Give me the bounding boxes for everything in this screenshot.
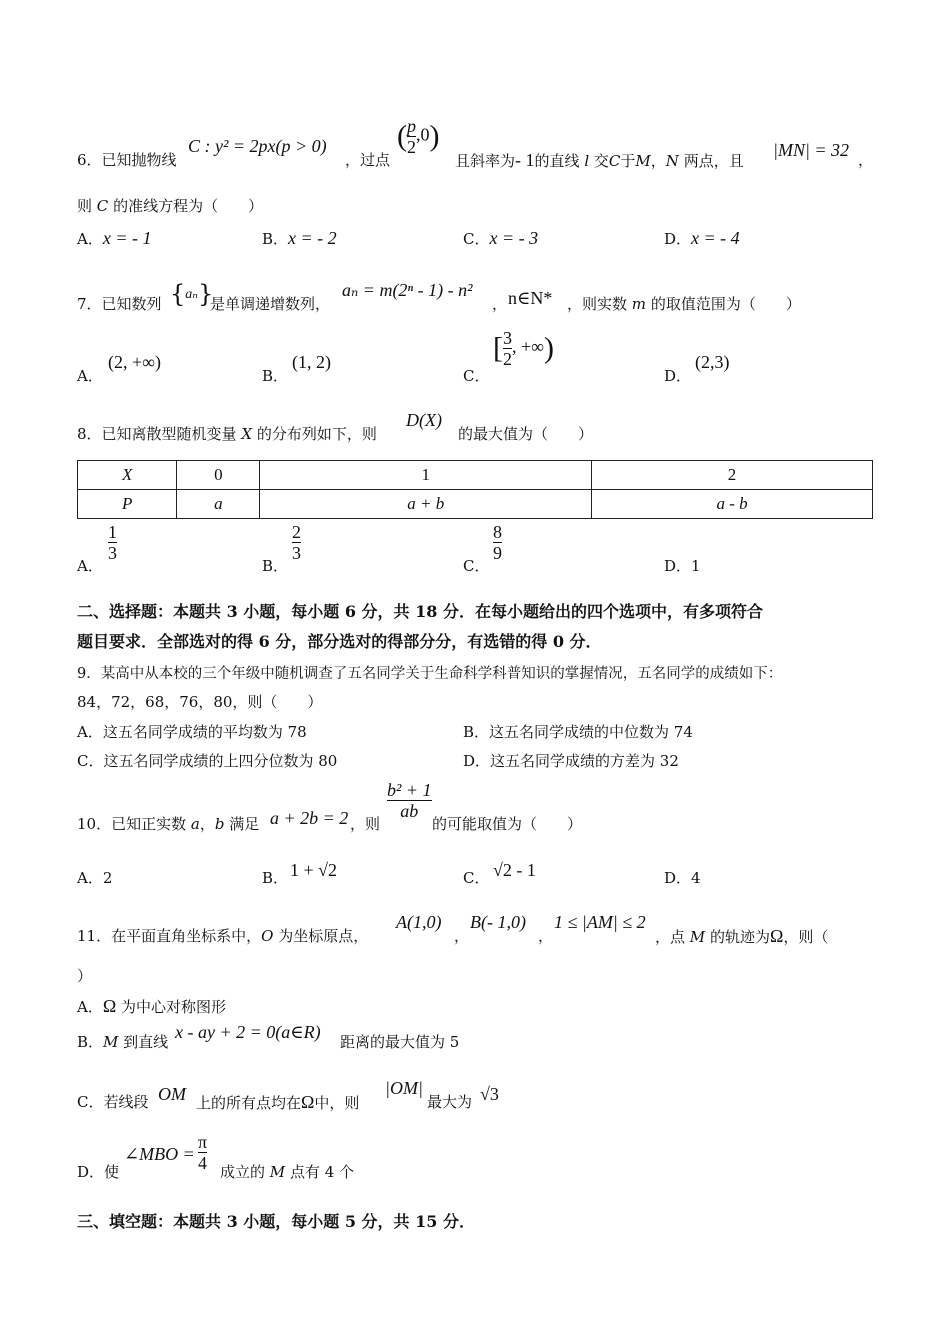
q7-formula: aₙ = m(2ⁿ - 1) - n²: [342, 280, 473, 300]
section2-heading-line1: 二、选择题：本题共 3 小题，每小题 6 分，共 18 分．在每小题给出的四个选项中，有多项符合: [77, 602, 763, 621]
q10-option-c-label: C．: [463, 869, 490, 887]
q10-text-then: ，则: [350, 815, 381, 833]
q6-text-past: ，过点: [345, 151, 391, 169]
q7-seq: {aₙ}: [170, 280, 214, 308]
q6-option-c: C．x = - 3: [463, 228, 539, 248]
q8-option-b: $\frac{2}{3}$: [292, 522, 301, 563]
q11-close-paren: ）: [77, 967, 93, 985]
q6-option-d: D．x = - 4: [664, 228, 740, 248]
q7-option-b: (1, 2): [292, 352, 331, 372]
q11-option-c-max: 最大为: [427, 1093, 473, 1111]
q8-option-d: D．1: [664, 557, 701, 575]
q6-option-a: A．x = - 1: [77, 228, 152, 248]
q7-option-c-label: C．: [463, 367, 490, 385]
q11-option-d-text: 成立的 M 点有 4 个: [220, 1163, 355, 1181]
q11-option-b: B．M 到直线: [77, 1033, 169, 1051]
q11-point-b: B(- 1,0): [470, 912, 526, 932]
q6-line1: [77, 150, 177, 170]
q8-option-c: $\frac{8}{9}$: [493, 522, 502, 563]
q7-comma: ，: [492, 295, 508, 313]
q10-option-c: √2 - 1: [493, 860, 536, 880]
q8-option-b-label: B．: [262, 557, 289, 575]
q7-option-c: [ $\frac{3}{2}$ , +∞): [493, 328, 554, 369]
q7-line1: 7．已知数列: [77, 295, 162, 313]
q6-option-b: B．x = - 2: [262, 228, 337, 248]
q11-option-c-text: 上的所有点均在Ω中，则: [196, 1092, 360, 1112]
q7-option-d-label: D．: [664, 367, 692, 385]
q11-inequality: 1 ≤ |AM| ≤ 2: [554, 912, 646, 932]
q11-option-b-text: 距离的最大值为 5: [340, 1033, 460, 1051]
table-cell: 2: [592, 461, 873, 490]
table-cell: a: [177, 490, 260, 519]
q9-option-a: A．这五名同学成绩的平均数为 78: [77, 723, 307, 741]
q9-line1: 9．某高中从本校的三个年级中随机调查了五名同学关于生命科学科普知识的掌握情况，五名同学的成绩如下：: [77, 666, 783, 682]
q10-option-b: 1 + √2: [290, 860, 338, 880]
distribution-table: [77, 460, 873, 519]
q11-option-c-om: OM: [158, 1084, 186, 1104]
q11-comma1: ，: [454, 927, 470, 945]
q10-option-a: A．2: [77, 869, 113, 887]
q11-option-a: A．Ω 为中心对称图形: [77, 996, 227, 1016]
q11-option-c: C．若线段: [77, 1093, 149, 1111]
q7-option-d: (2,3): [695, 352, 730, 372]
q10-fraction: $\frac{\text{b² + 1}}{ab}$: [387, 780, 432, 821]
table-row: [78, 461, 873, 490]
q6-number: 6．: [77, 151, 102, 169]
q10-condition: a + 2b = 2: [270, 808, 349, 828]
q6-point: ( $\frac{p}{2}$ ,0): [397, 116, 440, 157]
q6-comma: ，: [858, 151, 874, 169]
q7-text-range: ，则实数 m 的取值范围为（ ）: [567, 295, 801, 313]
q8-variance: D(X): [406, 410, 442, 430]
table-cell: a - b: [592, 490, 873, 519]
q11-option-d-fraction: $\frac{\pi}{4}$: [198, 1132, 208, 1173]
table-cell: 1: [260, 461, 592, 490]
q6-mn: |MN| = 32: [773, 140, 850, 160]
q7-option-b-label: B．: [262, 367, 289, 385]
q9-option-b: B．这五名同学成绩的中位数为 74: [463, 723, 693, 741]
q9-option-c: C．这五名同学成绩的上四分位数为 80: [77, 752, 338, 770]
q11-line1: 11．在平面直角坐标系中，O 为坐标原点，: [77, 927, 369, 945]
q10-option-b-label: B．: [262, 869, 289, 887]
q8-line1: 8．已知离散型随机变量 X 的分布列如下，则: [77, 425, 377, 443]
q8-option-a: $\frac{1}{3}$: [108, 522, 117, 563]
table-cell: X: [78, 461, 177, 490]
q7-option-a: (2, +∞): [108, 352, 161, 372]
table-cell: 0: [177, 461, 260, 490]
q8-option-c-label: C．: [463, 557, 490, 575]
table-cell: P: [78, 490, 177, 519]
q7-option-a-label: A．: [77, 367, 103, 385]
q6-line2: 则 C 的准线方程为（ ）: [77, 197, 264, 215]
q8-text-max: 的最大值为（ ）: [458, 425, 594, 443]
q11-comma2: ，: [538, 927, 554, 945]
q8-option-a-label: A．: [77, 557, 103, 575]
table-cell: a + b: [260, 490, 592, 519]
q11-text-locus: ，点 M 的轨迹为Ω，则（: [655, 926, 829, 946]
q11-option-d-angle: ∠MBO =: [124, 1144, 195, 1164]
q11-option-d: D．使: [77, 1163, 120, 1181]
q6-text-slope: 且斜率为- 1的直线 l 交C于M，N 两点，且: [455, 150, 744, 170]
table-row: [78, 490, 873, 519]
q11-option-b-line: x - ay + 2 = 0(a∈R): [175, 1022, 321, 1042]
q7-domain: n∈N*: [508, 288, 553, 308]
q10-line1: 10．已知正实数 a，b 满足: [77, 815, 260, 833]
section3-heading: 三、填空题：本题共 3 小题，每小题 5 分，共 15 分．: [77, 1212, 475, 1231]
q10-option-d: D．4: [664, 869, 701, 887]
section2-heading-line2: 题目要求．全部选对的得 6 分，部分选对的得部分分，有选错的得 0 分．: [77, 632, 602, 651]
q11-option-c-value: √3: [480, 1084, 499, 1104]
q9-line2: 84，72，68，76，80，则（ ）: [77, 693, 323, 711]
q11-point-a: A(1,0): [396, 912, 442, 932]
q10-text-values: 的可能取值为（ ）: [432, 815, 583, 833]
q6-text: 已知抛物线: [101, 151, 177, 169]
q7-text-increasing: 是单调递增数列，: [210, 295, 331, 313]
q9-option-d: D．这五名同学成绩的方差为 32: [463, 752, 679, 770]
q11-option-c-abs: |OM|: [385, 1078, 423, 1098]
q6-parabola-eq: C : y² = 2px(p > 0): [188, 136, 327, 156]
